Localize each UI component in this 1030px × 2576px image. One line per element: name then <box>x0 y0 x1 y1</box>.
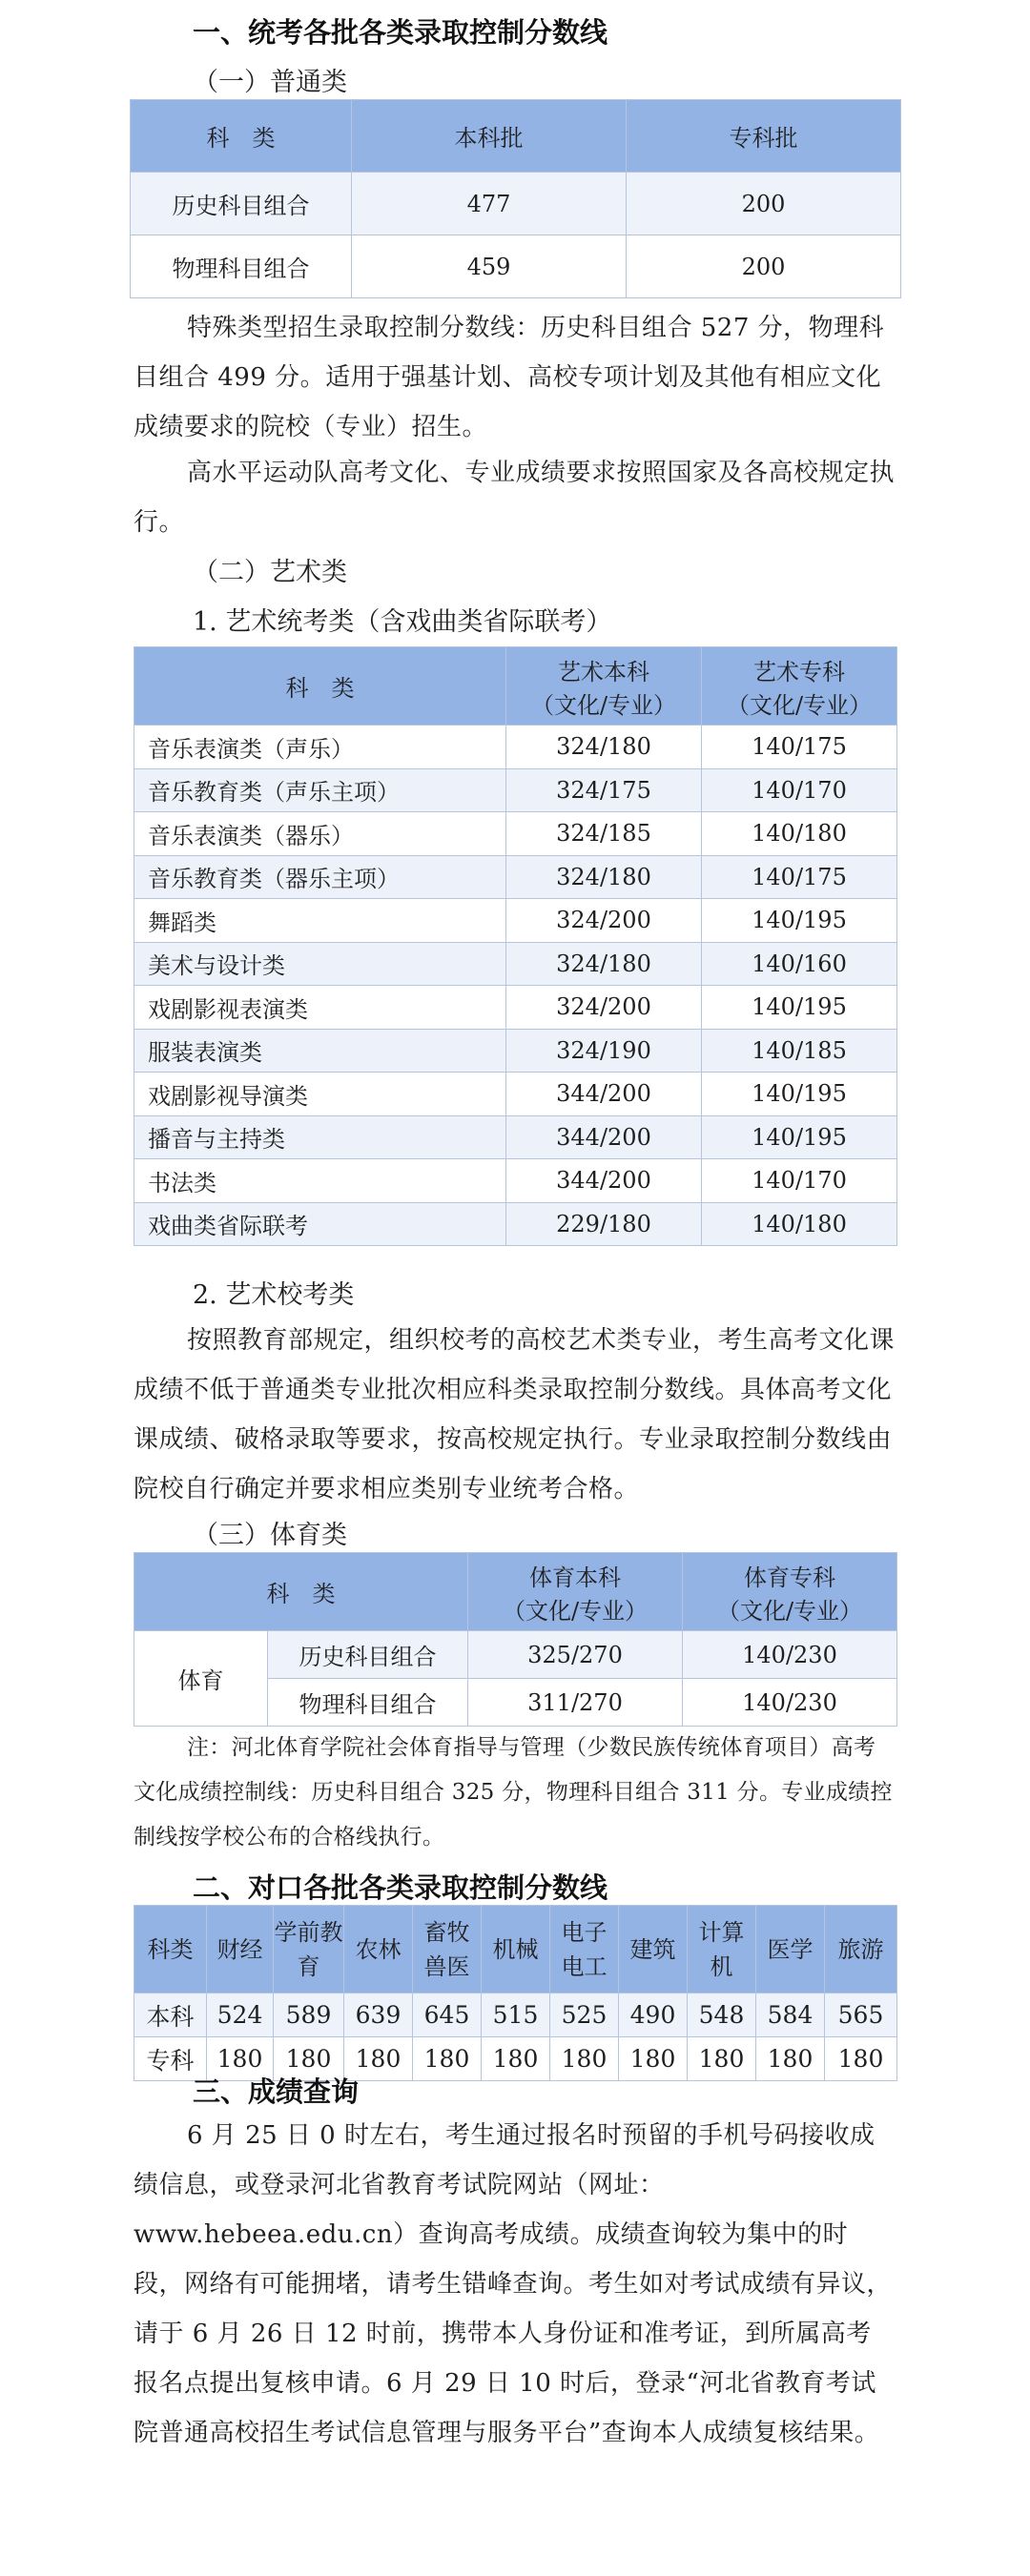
col-header-category: 科 类 <box>131 100 352 173</box>
col-header: 医学 <box>756 1906 825 1993</box>
cell: 477 <box>352 173 627 235</box>
col-header-category: 科 类 <box>134 647 506 726</box>
cell: 140/195 <box>702 1115 897 1159</box>
cell: 140/195 <box>702 986 897 1030</box>
cell: 音乐表演类（器乐） <box>134 812 506 856</box>
art-school-exam-title: 2. 艺术校考类 <box>193 1280 355 1310</box>
cell: 美术与设计类 <box>134 942 506 986</box>
cell: 180 <box>825 2037 897 2081</box>
art-unified-title: 1. 艺术统考类（含戏曲类省际联考） <box>193 607 612 637</box>
group-cell-sports: 体育 <box>134 1631 268 1727</box>
cell: 140/230 <box>683 1679 897 1727</box>
col-header: 机械 <box>482 1906 550 1993</box>
col-header-art-undergrad: 艺术本科 （文化/专业） <box>506 647 702 726</box>
cell: 戏剧影视表演类 <box>134 986 506 1030</box>
table-row <box>134 1029 897 1073</box>
cell: 344/200 <box>506 1159 702 1203</box>
cell: 525 <box>550 1993 619 2037</box>
col-header: 计算机 <box>688 1906 756 1993</box>
section-1-title: 一、统考各批各类录取控制分数线 <box>193 16 608 49</box>
cell: 180 <box>207 2037 274 2081</box>
col-header: 财经 <box>207 1906 274 1993</box>
cell: 344/200 <box>506 1073 702 1116</box>
cell: 本科 <box>134 1993 207 2037</box>
table-row <box>134 768 897 812</box>
cell: 服装表演类 <box>134 1029 506 1073</box>
cell: 140/170 <box>702 768 897 812</box>
cell: 140/175 <box>702 726 897 769</box>
cell: 180 <box>344 2037 413 2081</box>
section-2-title: 二、对口各批各类录取控制分数线 <box>193 1871 608 1904</box>
sports-note: 注：河北体育学院社会体育指导与管理（少数民族传统体育项目）高考文化成绩控制线：历史科目组合 325 分，物理科目组合 311 分。专业成绩控制线按学校公布的合格线执行。 <box>134 1735 893 1850</box>
cell: 324/180 <box>506 942 702 986</box>
col-header-art-junior: 艺术专科 （文化/专业） <box>702 647 897 726</box>
cell: 324/180 <box>506 855 702 899</box>
table-row <box>134 1073 897 1116</box>
cell: 物理科目组合 <box>131 235 352 298</box>
subsection-general-title: （一）普通类 <box>193 68 347 97</box>
section-3-title: 三、成绩查询 <box>193 2075 360 2108</box>
col-header-sports-junior: 体育专科 （文化/专业） <box>683 1553 897 1631</box>
col-header: 学前教育 <box>274 1906 344 1993</box>
cell: 180 <box>274 2037 344 2081</box>
col-header: 科类 <box>134 1906 207 1993</box>
cell: 舞蹈类 <box>134 899 506 943</box>
cell: 180 <box>413 2037 482 2081</box>
cell: 325/270 <box>468 1631 683 1679</box>
cell: 524 <box>207 1993 274 2037</box>
cell: 140/195 <box>702 1073 897 1116</box>
art-school-exam-paragraph: 按照教育部规定，组织校考的高校艺术类专业，考生高考文化课成绩不低于普通类专业批次相应科类录取控制分数线。具体高考文化课成绩、破格录取等要求，按高校规定执行。专业录取控制分数线由院校自行确定并要求相应类别专业统考合格。 <box>134 1326 896 1503</box>
cell: 200 <box>627 235 901 298</box>
cell: 播音与主持类 <box>134 1115 506 1159</box>
cell: 音乐教育类（声乐主项） <box>134 768 506 812</box>
table-row <box>134 1159 897 1203</box>
cell: 200 <box>627 173 901 235</box>
col-header: 农林 <box>344 1906 413 1993</box>
table-row <box>134 899 897 943</box>
table-row <box>131 173 901 235</box>
cell: 344/200 <box>506 1115 702 1159</box>
cell: 音乐表演类（声乐） <box>134 726 506 769</box>
cell: 物理科目组合 <box>268 1679 468 1727</box>
cell: 140/160 <box>702 942 897 986</box>
cell: 459 <box>352 235 627 298</box>
cell: 565 <box>825 1993 897 2037</box>
cell: 140/230 <box>683 1631 897 1679</box>
col-header-junior: 专科批 <box>627 100 901 173</box>
cell: 645 <box>413 1993 482 2037</box>
cell: 584 <box>756 1993 825 2037</box>
cell: 戏曲类省际联考 <box>134 1202 506 1246</box>
art-score-table <box>134 646 897 1246</box>
cell: 180 <box>550 2037 619 2081</box>
cell: 324/200 <box>506 986 702 1030</box>
table-row <box>131 235 901 298</box>
sports-score-table <box>134 1552 897 1727</box>
cell: 140/180 <box>702 1202 897 1246</box>
cell: 515 <box>482 1993 550 2037</box>
table-row <box>134 726 897 769</box>
cell: 历史科目组合 <box>131 173 352 235</box>
cell: 专科 <box>134 2037 207 2081</box>
table-row <box>134 986 897 1030</box>
cell: 140/185 <box>702 1029 897 1073</box>
subsection-art-title: （二）艺术类 <box>193 558 347 587</box>
cell: 音乐教育类（器乐主项） <box>134 855 506 899</box>
cell: 324/175 <box>506 768 702 812</box>
vocational-score-table <box>134 1905 897 2081</box>
cell: 历史科目组合 <box>268 1631 468 1679</box>
cell: 324/200 <box>506 899 702 943</box>
cell: 书法类 <box>134 1159 506 1203</box>
cell: 490 <box>619 1993 688 2037</box>
table-row <box>134 942 897 986</box>
table-row <box>134 855 897 899</box>
table-row <box>134 1993 897 2037</box>
cell: 140/195 <box>702 899 897 943</box>
special-admission-paragraph: 特殊类型招生录取控制分数线：历史科目组合 527 分，物理科目组合 499 分。适用于强基计划、高校专项计划及其他有相应文化成绩要求的院校（专业）招生。 <box>134 314 885 441</box>
cell: 548 <box>688 1993 756 2037</box>
col-header: 旅游 <box>825 1906 897 1993</box>
cell: 180 <box>756 2037 825 2081</box>
table-row <box>134 1631 897 1679</box>
cell: 639 <box>344 1993 413 2037</box>
col-header: 电子电工 <box>550 1906 619 1993</box>
cell: 324/185 <box>506 812 702 856</box>
cell: 180 <box>688 2037 756 2081</box>
cell: 140/170 <box>702 1159 897 1203</box>
col-header-sports-undergrad: 体育本科 （文化/专业） <box>468 1553 683 1631</box>
cell: 140/175 <box>702 855 897 899</box>
sports-team-paragraph: 高水平运动队高考文化、专业成绩要求按照国家及各高校规定执行。 <box>134 459 896 537</box>
table-row <box>134 812 897 856</box>
cell: 589 <box>274 1993 344 2037</box>
subsection-sports-title: （三）体育类 <box>193 1521 347 1550</box>
cell: 戏剧影视导演类 <box>134 1073 506 1116</box>
cell: 140/180 <box>702 812 897 856</box>
cell: 324/180 <box>506 726 702 769</box>
score-query-paragraph: 6 月 25 日 0 时左右，考生通过报名时预留的手机号码接收成绩信息，或登录河北省教育考试院网站（网址：www.hebeea.edu.cn）查询高考成绩。成绩查询较为集中的时段，网络有可能拥堵，请考生错峰查询。考生如对考试成绩有异议，请于 6 月 26 日 12 时前，携带本人身份证和准考证，到所属高考报名点提出复核申请。6 月 29 日 10 时后，登录“河北省教育考试院普通高校招生考试信息管理与服务平台”查询本人成绩复核结果。 <box>134 2121 893 2447</box>
col-header-undergrad: 本科批 <box>352 100 627 173</box>
table-row <box>134 1202 897 1246</box>
cell: 180 <box>619 2037 688 2081</box>
cell: 324/190 <box>506 1029 702 1073</box>
general-score-table <box>130 99 901 298</box>
table-row <box>134 1115 897 1159</box>
cell: 180 <box>482 2037 550 2081</box>
cell: 311/270 <box>468 1679 683 1727</box>
col-header: 畜牧兽医 <box>413 1906 482 1993</box>
col-header: 建筑 <box>619 1906 688 1993</box>
col-header-category: 科 类 <box>134 1553 468 1631</box>
cell: 229/180 <box>506 1202 702 1246</box>
